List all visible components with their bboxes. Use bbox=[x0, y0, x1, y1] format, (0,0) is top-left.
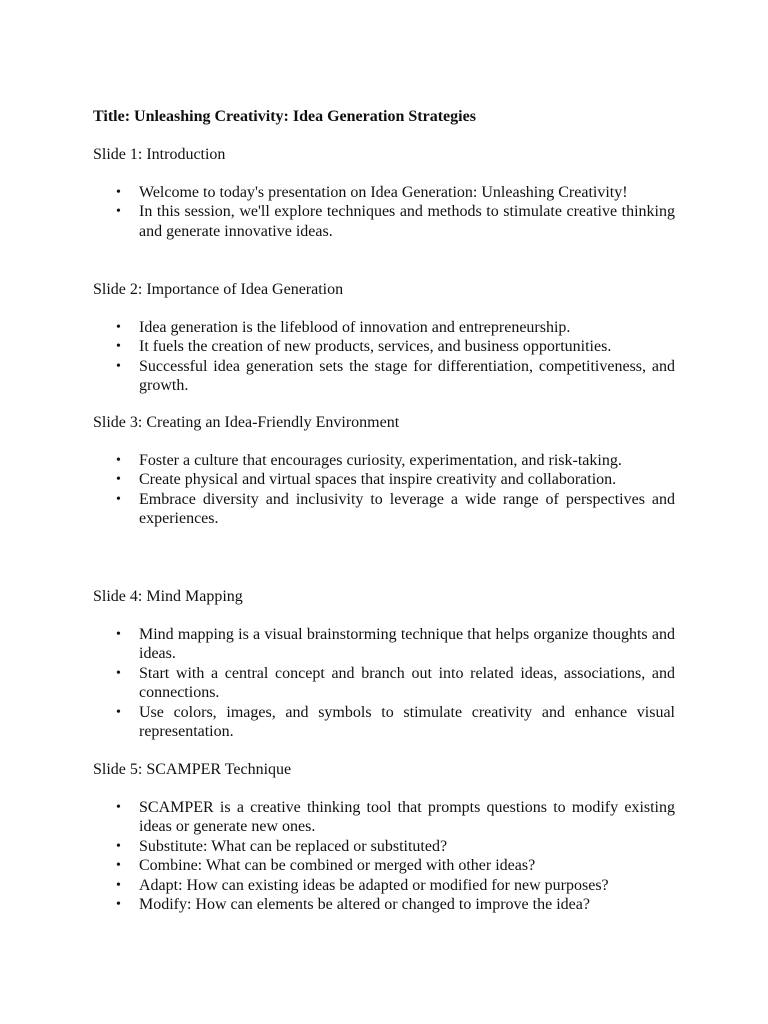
bullet-text: Foster a culture that encourages curiosity, experimentation, and risk-taking. bbox=[139, 451, 622, 469]
section-heading: Slide 1: Introduction bbox=[93, 146, 226, 163]
bullet-icon: • bbox=[116, 897, 121, 912]
section-slide-3 bbox=[93, 413, 675, 529]
bullet-icon: • bbox=[116, 184, 121, 200]
bullet-text: Start with a central concept and branch out into related ideas, associations, and connections. bbox=[139, 664, 675, 701]
bullet-text: Modify: How can elements be altered or changed to improve the idea? bbox=[139, 896, 590, 913]
section-slide-2 bbox=[93, 280, 675, 396]
bullet-icon: • bbox=[116, 452, 121, 468]
bullet-icon: • bbox=[116, 472, 121, 487]
bullet-list bbox=[93, 798, 675, 915]
list-item bbox=[93, 357, 675, 396]
bullet-icon: • bbox=[116, 626, 121, 642]
document-title: Title: Unleashing Creativity: Idea Generation Strategies bbox=[93, 108, 476, 125]
bullet-icon: • bbox=[116, 838, 121, 854]
bullet-icon: • bbox=[116, 858, 121, 873]
bullet-text: Welcome to today's presentation on Idea Generation: Unleashing Creativity! bbox=[139, 183, 628, 201]
section-heading: Slide 2: Importance of Idea Generation bbox=[93, 281, 344, 298]
bullet-text: Adapt: How can existing ideas be adapted or modified for new purposes? bbox=[139, 876, 609, 894]
bullet-list bbox=[93, 183, 675, 242]
bullet-list bbox=[93, 451, 675, 529]
list-item bbox=[93, 202, 675, 241]
section-slide-1 bbox=[93, 145, 675, 241]
bullet-icon: • bbox=[116, 339, 121, 354]
bullet-text: Mind mapping is a visual brainstorming technique that helps organize thoughts and ideas. bbox=[139, 625, 675, 662]
list-item bbox=[93, 837, 675, 857]
bullet-list bbox=[93, 318, 675, 396]
section-heading: Slide 5: SCAMPER Technique bbox=[93, 761, 292, 778]
bullet-text: It fuels the creation of new products, services, and business opportunities. bbox=[139, 338, 612, 355]
bullet-text: Successful idea generation sets the stage for differentiation, competitiveness, and growth. bbox=[139, 357, 675, 394]
bullet-icon: • bbox=[116, 665, 121, 681]
bullet-text: Idea generation is the lifeblood of innovation and entrepreneurship. bbox=[139, 318, 571, 336]
list-item bbox=[93, 470, 675, 490]
bullet-text: Substitute: What can be replaced or substituted? bbox=[139, 837, 448, 855]
bullet-text: Combine: What can be combined or merged with other ideas? bbox=[139, 857, 536, 874]
bullet-text: SCAMPER is a creative thinking tool that prompts questions to modify existing ideas or generate new ones. bbox=[139, 798, 675, 835]
bullet-icon: • bbox=[116, 704, 121, 720]
bullet-icon: • bbox=[116, 319, 121, 335]
list-item bbox=[93, 876, 675, 896]
bullet-text: In this session, we'll explore techniques and methods to stimulate creative thinking and generate innovative ideas. bbox=[139, 203, 675, 240]
list-item bbox=[93, 895, 675, 915]
list-item bbox=[93, 337, 675, 357]
bullet-list bbox=[93, 625, 675, 742]
section-heading: Slide 3: Creating an Idea-Friendly Environment bbox=[93, 414, 400, 431]
bullet-icon: • bbox=[116, 204, 121, 219]
section-slide-5 bbox=[93, 760, 675, 915]
bullet-icon: • bbox=[116, 877, 121, 893]
section-slide-4 bbox=[93, 587, 675, 742]
list-item bbox=[93, 703, 675, 742]
list-item bbox=[93, 664, 675, 703]
list-item bbox=[93, 856, 675, 876]
list-item bbox=[93, 798, 675, 837]
bullet-text: Embrace diversity and inclusivity to leverage a wide range of perspectives and experiences. bbox=[139, 490, 675, 527]
list-item bbox=[93, 490, 675, 529]
bullet-icon: • bbox=[116, 799, 121, 815]
bullet-icon: • bbox=[116, 491, 121, 507]
list-item bbox=[93, 451, 675, 471]
bullet-text: Create physical and virtual spaces that inspire creativity and collaboration. bbox=[139, 471, 617, 488]
bullet-icon: • bbox=[116, 358, 121, 374]
section-heading: Slide 4: Mind Mapping bbox=[93, 588, 243, 605]
list-item bbox=[93, 183, 675, 203]
list-item bbox=[93, 625, 675, 664]
list-item bbox=[93, 318, 675, 338]
bullet-text: Use colors, images, and symbols to stimulate creativity and enhance visual representation. bbox=[139, 703, 675, 740]
